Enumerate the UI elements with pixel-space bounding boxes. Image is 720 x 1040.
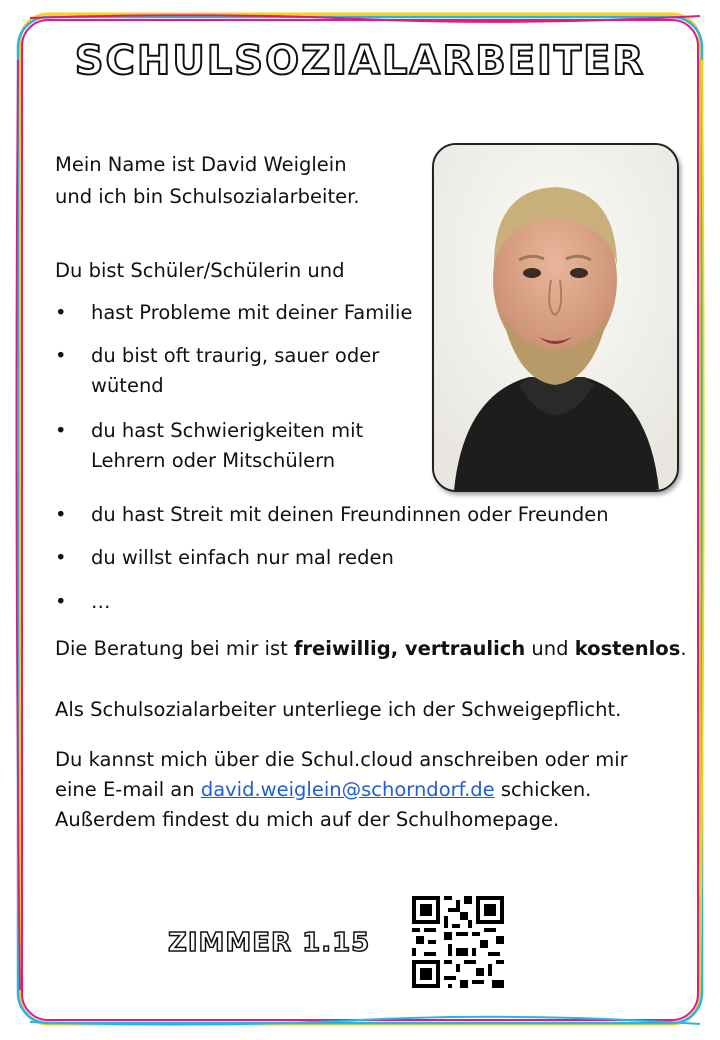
bullet-icon: •	[55, 419, 67, 442]
profile-photo	[432, 143, 679, 492]
bullet-icon: •	[55, 503, 67, 526]
confidential-term: vertraulich	[404, 637, 526, 660]
contact-line-1: Du kannst mich über die Schul.cloud anschreiben oder mir	[55, 748, 628, 771]
page-title: SCHULSOZIALARBEITER	[74, 38, 646, 84]
free-term: kostenlos	[574, 637, 681, 660]
confidentiality-text: Als Schulsozialarbeiter unterliege ich der Schweigepflicht.	[55, 698, 622, 721]
portrait-image	[434, 145, 677, 490]
list-item-text-cont: wütend	[91, 374, 164, 397]
bullet-icon: •	[55, 590, 67, 613]
list-item-text-cont: Lehrern oder Mitschülern	[91, 449, 336, 472]
counseling-text: Die Beratung bei mir ist freiwillig, vertraulich und kostenlos.	[55, 637, 687, 660]
list-item-text: hast Probleme mit deiner Familie	[91, 301, 413, 324]
intro-line-2: und ich bin Schulsozialarbeiter.	[55, 185, 360, 208]
bullet-icon: •	[55, 546, 67, 569]
list-item-text: …	[91, 590, 111, 613]
room-number: ZIMMER 1.15	[168, 928, 371, 958]
lead-text: Du bist Schüler/Schülerin und	[55, 259, 345, 282]
list-item-text: du willst einfach nur mal reden	[91, 546, 394, 569]
intro-line-1: Mein Name ist David Weiglein	[55, 153, 347, 176]
contact-line-2: eine E-mail an david.weiglein@schorndorf.de schicken.	[55, 778, 592, 801]
bullet-icon: •	[55, 344, 67, 367]
list-item-text: du bist oft traurig, sauer oder	[91, 344, 380, 367]
list-item-text: du hast Schwierigkeiten mit	[91, 419, 364, 442]
list-item-text: du hast Streit mit deinen Freundinnen oder Freunden	[91, 503, 609, 526]
qr-code[interactable]	[412, 896, 504, 988]
email-link[interactable]: david.weiglein@schorndorf.de	[200, 778, 495, 801]
bullet-icon: •	[55, 301, 67, 324]
voluntary-term: freiwillig	[293, 637, 391, 660]
contact-line-3: Außerdem findest du mich auf der Schulhomepage.	[55, 808, 560, 831]
